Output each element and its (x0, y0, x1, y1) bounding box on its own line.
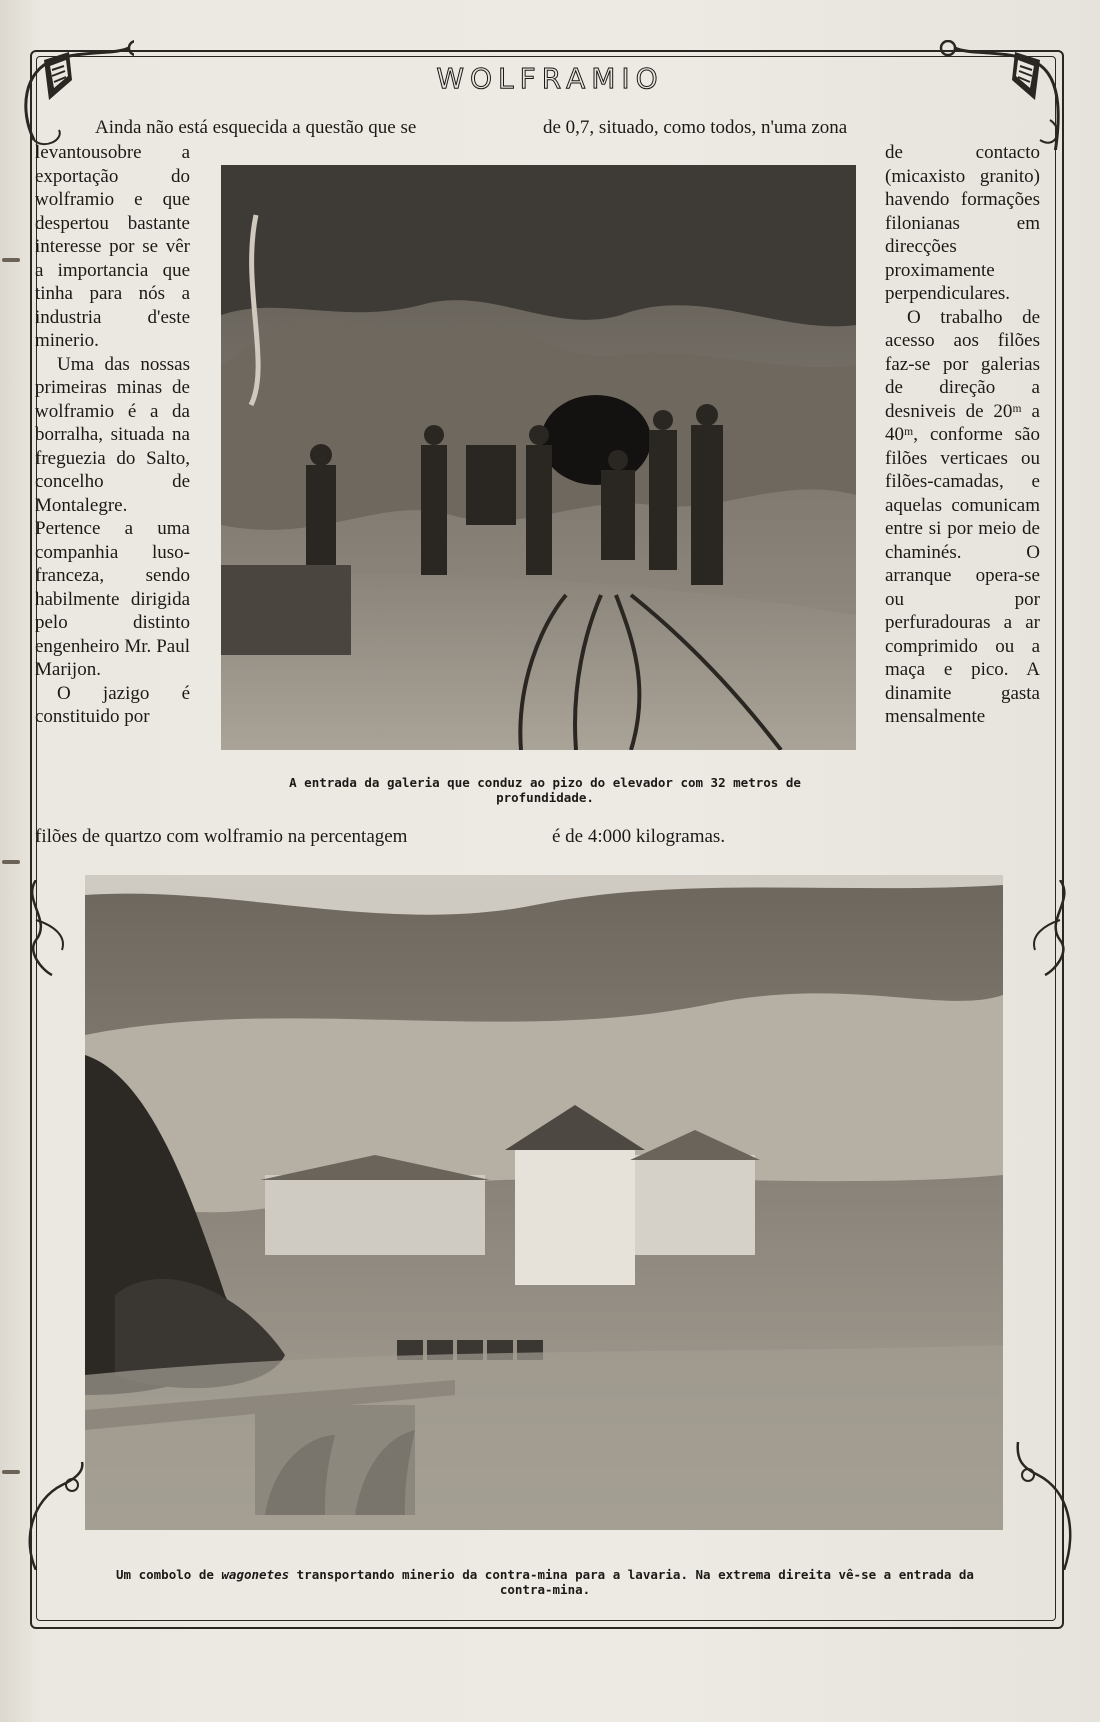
paragraph: levantousobre a exportação do wolframio e que despertou bastante interesse por se vêr a importancia que tinha para nós a industria d'este minerio. (35, 142, 190, 351)
paragraph: de contacto (micaxisto granito) havendo formações filonianas em direcções proximamente perpendiculares. (885, 142, 1040, 304)
right-text-column (885, 141, 1040, 729)
binding-hole (2, 258, 20, 262)
article-title: WOLFRAMIO (436, 62, 664, 95)
corner-ornament-top-right (930, 40, 1070, 150)
caption-text: transportando minerio da contra-mina para a lavaria. Na extrema direita vê-se a entrada da contra-mina. (289, 1567, 974, 1597)
corner-ornament-bottom-left (22, 1460, 92, 1570)
intro-line-left: Ainda não está esquecida a questão que se (95, 117, 417, 138)
left-text-column (35, 141, 190, 729)
mine-landscape-illustration (85, 875, 1003, 1530)
paragraph: O trabalho de acesso aos filões faz-se por galerias de direção a desniveis de 20ᵐ a 40ᵐ, conforme são filões verticaes ou filões-camadas, e aquelas comunicam entre si por meio de chaminés. O arranque opera-se ou por perfuradouras a ar comprimido ou a maça e pico. A dinamite gasta mensalmente (885, 306, 1040, 727)
side-ornament-right (1020, 880, 1080, 980)
paragraph: O jazigo é constituido por (35, 682, 190, 727)
intro-line-right: de 0,7, situado, como todos, n'uma zona (543, 117, 848, 138)
mine-entrance-photo (221, 165, 856, 750)
closing-line-left: filões de quartzo com wolframio na percentagem (35, 826, 408, 847)
mine-landscape-photo (85, 875, 1003, 1530)
bottom-photo-caption (100, 1567, 990, 1597)
top-photo-caption: A entrada da galeria que conduz ao pizo do elevador com 32 metros de profundidade. (289, 775, 801, 805)
mine-entrance-illustration (221, 165, 856, 750)
paragraph: Uma das nossas primeiras minas de wolframio é a da borralha, situada na freguezia do Salto, concelho de Montalegre. Pertence a uma companhia luso-franceza, sendo habilmente dirigida pelo distinto engenheiro Mr. Paul Marijon. (35, 353, 190, 680)
binding-hole (2, 1470, 20, 1474)
caption-italic: wagonetes (221, 1567, 290, 1582)
side-ornament-left (22, 880, 82, 980)
binding-hole (2, 860, 20, 864)
corner-ornament-bottom-right (1008, 1440, 1078, 1570)
closing-line-right: é de 4:000 kilogramas. (552, 826, 726, 847)
caption-text: Um combolo de (116, 1567, 222, 1582)
